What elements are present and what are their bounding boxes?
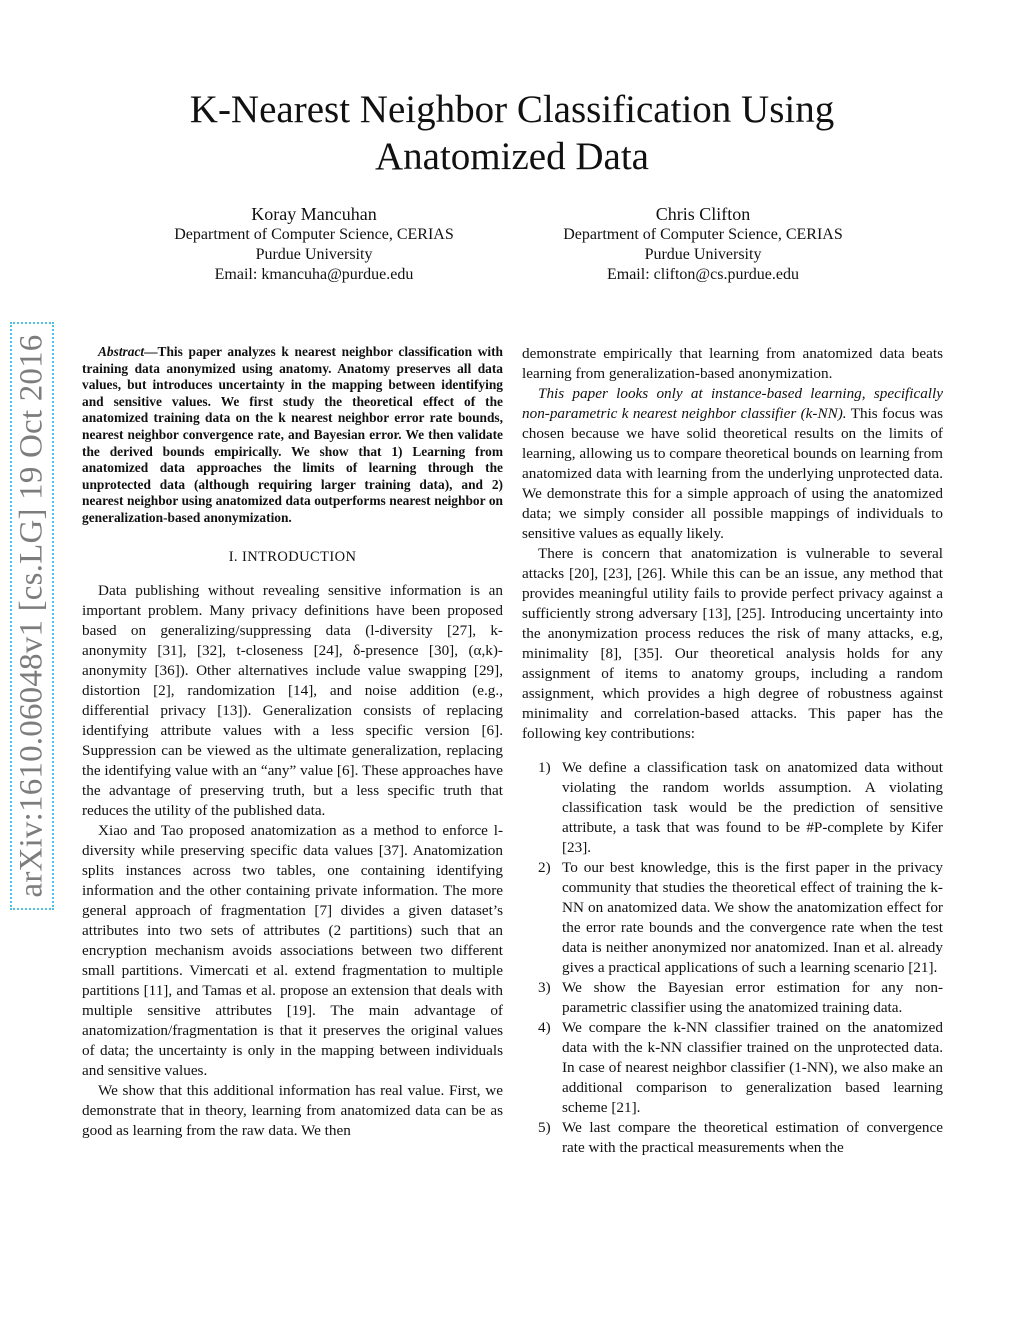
list-item-number: 4) bbox=[538, 1019, 551, 1036]
paragraph: demonstrate empirically that learning from anatomized data beats learning from generalization-based anonymization. bbox=[522, 345, 943, 382]
list-item-number: 2) bbox=[538, 859, 551, 876]
paragraph: We show that this additional information has real value. First, we demonstrate that in theory, learning from anatomized data can be as good as learning from the raw data. We then bbox=[82, 1081, 503, 1139]
list-item-number: 5) bbox=[538, 1119, 551, 1136]
list-item bbox=[522, 978, 943, 1018]
author-department: Department of Computer Science, CERIAS bbox=[174, 226, 454, 243]
right-column bbox=[522, 344, 943, 1158]
list-item bbox=[522, 1018, 943, 1118]
section-heading: I. INTRODUCTION bbox=[228, 548, 357, 565]
list-item-text: To our best knowledge, this is the first paper in the privacy community that studies the theoretical effect of training the k-NN on anatomized data. We show the anatomization effect for the error rate bounds and the convergence rate when the test data is neither anonymized nor anatomized. Inan et al. already gives a practical applications of such a learning scenario [21]. bbox=[562, 859, 943, 976]
arxiv-identifier-box bbox=[10, 322, 54, 910]
author-university: Purdue University bbox=[255, 246, 373, 263]
abstract-label: Abstract bbox=[98, 344, 145, 359]
list-item-text: We show the Bayesian error estimation for any non-parametric classifier using the anatomized training data. bbox=[562, 979, 943, 1016]
title-line-2: Anatomized Data bbox=[375, 135, 649, 178]
paragraph: There is concern that anatomization is vulnerable to several attacks [20], [23], [26]. While this can be an issue, any method that provides meaningful utility fails to provide perfect privacy against a sufficiently strong adversary [13], [25]. Introducing uncertainty into the anonymization process reduces the risk of many attacks, e.g, minimality [8], [35]. Our theoretical analysis holds for any assignment of items to anatomy groups, including a random assignment, which provides a high degree of robustness against minimality and correlation-based attacks. This paper has the following key contributions: bbox=[522, 545, 943, 742]
list-item-text: We define a classification task on anatomized data without violating the random worlds assumption. A violating classification task would be the prediction of sensitive attribute, a task that was found to be #P-complete by Kifer [23]. bbox=[562, 759, 943, 856]
list-item-number: 3) bbox=[538, 979, 551, 996]
list-item-text: We compare the k-NN classifier trained on the anatomized data with the k-NN classifier trained on the unprotected data. In case of nearest neighbor classifier (1-NN), we also make an additional comparison to generalization based learning scheme [21]. bbox=[562, 1019, 943, 1116]
list-item bbox=[522, 1118, 943, 1158]
author-university: Purdue University bbox=[644, 246, 762, 263]
list-item bbox=[522, 758, 943, 858]
list-item-number: 1) bbox=[538, 759, 551, 776]
author-name: Koray Mancuhan bbox=[251, 204, 377, 224]
abstract-text: —This paper analyzes k nearest neighbor classification with training data anonymized using anatomy. Anatomy preserves all data values, but introduces uncertainty in the mapping between identifying and sensitive values. We first study the theoretical effect of the anatomized training data on the k nearest neighbor error rate bounds, nearest neighbor convergence rate, and Bayesian error. We then validate the derived bounds empirically. We show that 1) Learning from anatomized data approaches the limits of learning through the unprotected data (although requiring larger training data), and 2) nearest neighbor using anatomized data outperforms nearest neighbor on generalization-based anonymization. bbox=[82, 344, 503, 525]
paragraph-continuation: This focus was chosen because we have solid theoretical results on the limits of learning, allowing us to compare theoretical bounds on learning from anatomized data with learning from the underlying unprotected data. We demonstrate this for a simple approach of using the anatomized data; we simply consider all possible mappings of individuals to sensitive values as equally likely. bbox=[522, 405, 943, 542]
title-line-1: K-Nearest Neighbor Classification Using bbox=[189, 88, 835, 131]
paragraph: Xiao and Tao proposed anatomization as a method to enforce l-diversity while preserving specific data values [37]. Anatomization splits instances across two tables, one containing identifying information and the other containing private information. The more general approach of fragmentation [7] divides a given dataset’s attributes into two sets of attributes (2 partitions) such that an encryption mechanism avoids associations between two different small partitions. Vimercati et al. extend fragmentation to multiple partitions [11], and Tamas et al. propose an extension that deals with multiple sensitive attributes [19]. The main advantage of anatomization/fragmentation is that it preserves the original values of data; the uncertainty is only in the mapping between individuals and sensitive values. bbox=[82, 821, 503, 1079]
author-email: Email: clifton@cs.purdue.edu bbox=[606, 266, 799, 283]
author-block-1 bbox=[114, 203, 514, 285]
list-item-text: We last compare the theoretical estimation of convergence rate with the practical measurements when the bbox=[562, 1119, 943, 1156]
author-block-2 bbox=[503, 203, 903, 285]
author-email: Email: kmancuha@purdue.edu bbox=[214, 266, 414, 283]
arxiv-identifier: arXiv:1610.06048v1 [cs.LG] 19 Oct 2016 bbox=[13, 334, 50, 898]
italic-sentence: This paper looks only at instance-based learning, specifically non-parametric k nearest neighbor classifier (k-NN). bbox=[522, 385, 943, 422]
paragraph bbox=[522, 384, 943, 544]
author-department: Department of Computer Science, CERIAS bbox=[563, 226, 843, 243]
list-item bbox=[522, 858, 943, 978]
paragraph: Data publishing without revealing sensitive information is an important problem. Many privacy definitions have been proposed based on generalizing/suppressing data (l-diversity [27], k-anonymity [31], [32], t-closeness [24], δ-presence [30], (α,k)-anonymity [36]). Other alternatives include value swapping [29], distortion [2], randomization [14], and noise addition (e.g., differential privacy [13]). Generalization consists of replacing identifying attribute values with a less specific version [6]. Suppression can be viewed as the ultimate generalization, replacing the identifying value with an “any” value [6]. These approaches have the advantage of preserving truth, but a less specific truth that reduces the utility of the published data. bbox=[82, 581, 503, 819]
author-name: Chris Clifton bbox=[655, 204, 751, 224]
contributions-list bbox=[522, 758, 943, 1158]
abstract bbox=[82, 344, 503, 527]
left-column bbox=[82, 344, 503, 1141]
paper-title bbox=[100, 86, 924, 180]
